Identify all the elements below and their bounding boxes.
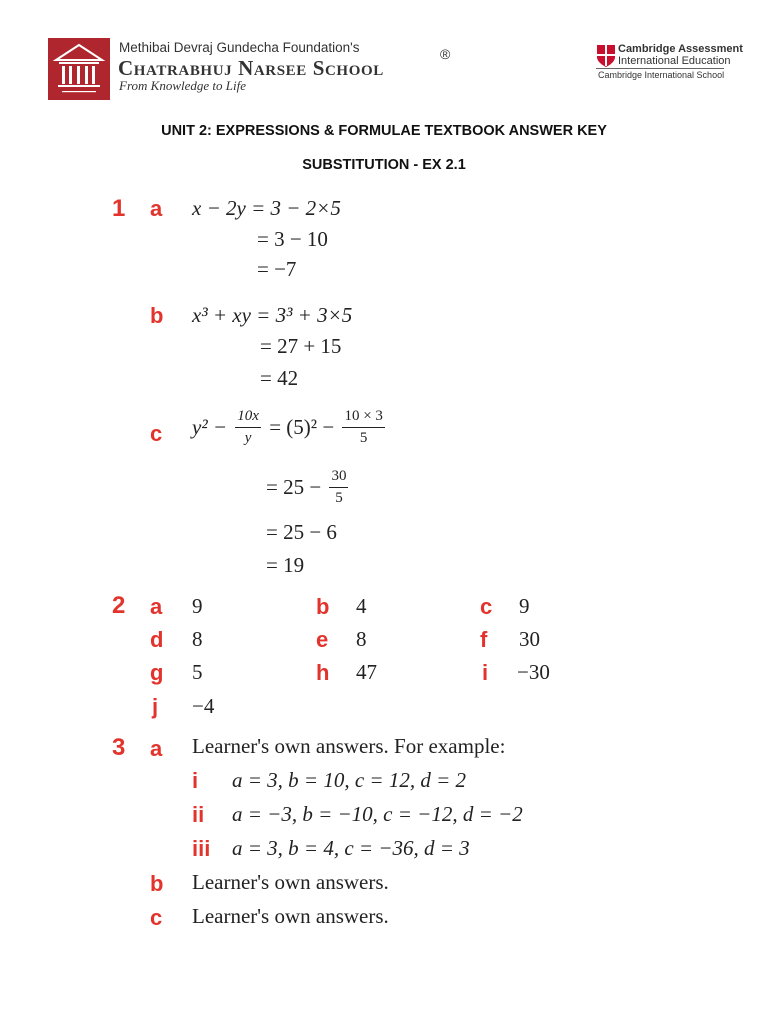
q1c-frac-lhs-den: y xyxy=(244,430,252,446)
q1c-frac-rhs xyxy=(342,408,384,447)
school-name: Chatrabhuj Narsee School xyxy=(118,56,384,80)
q2g-value: 5 xyxy=(192,660,203,684)
q3c-text: Learner's own answers. xyxy=(192,904,389,928)
q2h-label: h xyxy=(316,660,330,685)
q1a-line1: x − 2y = 3 − 2×5 xyxy=(192,196,341,220)
q3c-label: c xyxy=(150,905,163,930)
q1c-frac-rhs-den: 5 xyxy=(359,430,368,446)
q1c-line4: = 19 xyxy=(266,553,305,577)
q2c-label: c xyxy=(480,594,493,619)
q2g-label: g xyxy=(150,660,164,685)
cambridge-shield-icon xyxy=(596,44,616,68)
q2b-label: b xyxy=(316,594,330,619)
q1c-frac-2-den: 5 xyxy=(335,490,343,506)
q2f-value: 30 xyxy=(519,627,540,651)
q1a-line2: = 3 − 10 xyxy=(257,227,328,251)
q3b-label: b xyxy=(150,871,164,896)
q2a-value: 9 xyxy=(192,594,203,618)
q2i-value: −30 xyxy=(517,660,550,684)
q1c-frac-lhs-num: 10x xyxy=(235,408,261,428)
q1b-line3: = 42 xyxy=(260,366,299,390)
page-title: UNIT 2: EXPRESSIONS & FORMULAE TEXTBOOK ANSWER KEY xyxy=(161,123,607,139)
q2a-label: a xyxy=(150,594,163,619)
q3a-i-text: a = 3, b = 10, c = 12, d = 2 xyxy=(232,768,467,792)
q2c-value: 9 xyxy=(519,594,530,618)
cambridge-school-line: Cambridge International School xyxy=(598,70,725,80)
q2e-value: 8 xyxy=(356,627,367,651)
registered-mark: ® xyxy=(440,46,451,62)
q3a-iii-label: iii xyxy=(192,836,211,861)
q2j-value: −4 xyxy=(192,694,215,718)
q2f-label: f xyxy=(480,627,488,652)
school-logo xyxy=(48,38,110,100)
q1c-line2 xyxy=(266,468,351,507)
q1b-line1: x³ + xy = 3³ + 3×5 xyxy=(192,303,353,327)
school-tagline: From Knowledge to Life xyxy=(119,78,246,93)
q3a-text: Learner's own answers. For example: xyxy=(192,734,506,758)
q3-number: 3 xyxy=(112,734,126,761)
q1a-line3: = −7 xyxy=(257,257,297,281)
q3a-ii-text: a = −3, b = −10, c = −12, d = −2 xyxy=(232,802,523,826)
q1c-line1 xyxy=(192,408,388,447)
q1c-lhs: y² − xyxy=(192,415,228,439)
q1c-line2-pre: = 25 − xyxy=(266,475,322,499)
q2j-label: j xyxy=(152,694,159,719)
school-logo-emblem xyxy=(48,38,110,100)
cambridge-line1: Cambridge Assessment xyxy=(618,43,743,55)
q2-number: 2 xyxy=(112,592,126,619)
q2h-value: 47 xyxy=(356,660,377,684)
q2d-value: 8 xyxy=(192,627,203,651)
q1c-frac-2 xyxy=(329,468,348,507)
q1b-label: b xyxy=(150,303,164,328)
q1c-frac-2-num: 30 xyxy=(329,468,348,488)
cambridge-divider xyxy=(596,68,724,69)
cambridge-line2: International Education xyxy=(618,55,731,67)
q3a-iii-text: a = 3, b = 4, c = −36, d = 3 xyxy=(232,836,470,860)
q1-number: 1 xyxy=(112,195,126,222)
q1c-frac-rhs-num: 10 × 3 xyxy=(342,408,384,428)
q2i-label: i xyxy=(482,660,489,685)
q1c-label: c xyxy=(150,421,163,446)
q1c-frac-lhs xyxy=(235,408,261,447)
q3a-label: a xyxy=(150,736,163,761)
q3a-i-label: i xyxy=(192,768,199,793)
q1c-mid: = (5)² − xyxy=(269,415,335,439)
q2d-label: d xyxy=(150,627,164,652)
q1a-label: a xyxy=(150,196,163,221)
q2b-value: 4 xyxy=(356,594,367,618)
q1c-line3: = 25 − 6 xyxy=(266,520,337,544)
q2e-label: e xyxy=(316,627,329,652)
q3b-text: Learner's own answers. xyxy=(192,870,389,894)
q1b-line2: = 27 + 15 xyxy=(260,334,342,358)
foundation-name: Methibai Devraj Gundecha Foundation's xyxy=(119,40,360,55)
q3a-ii-label: ii xyxy=(192,802,205,827)
page-subtitle: SUBSTITUTION - EX 2.1 xyxy=(302,157,466,173)
